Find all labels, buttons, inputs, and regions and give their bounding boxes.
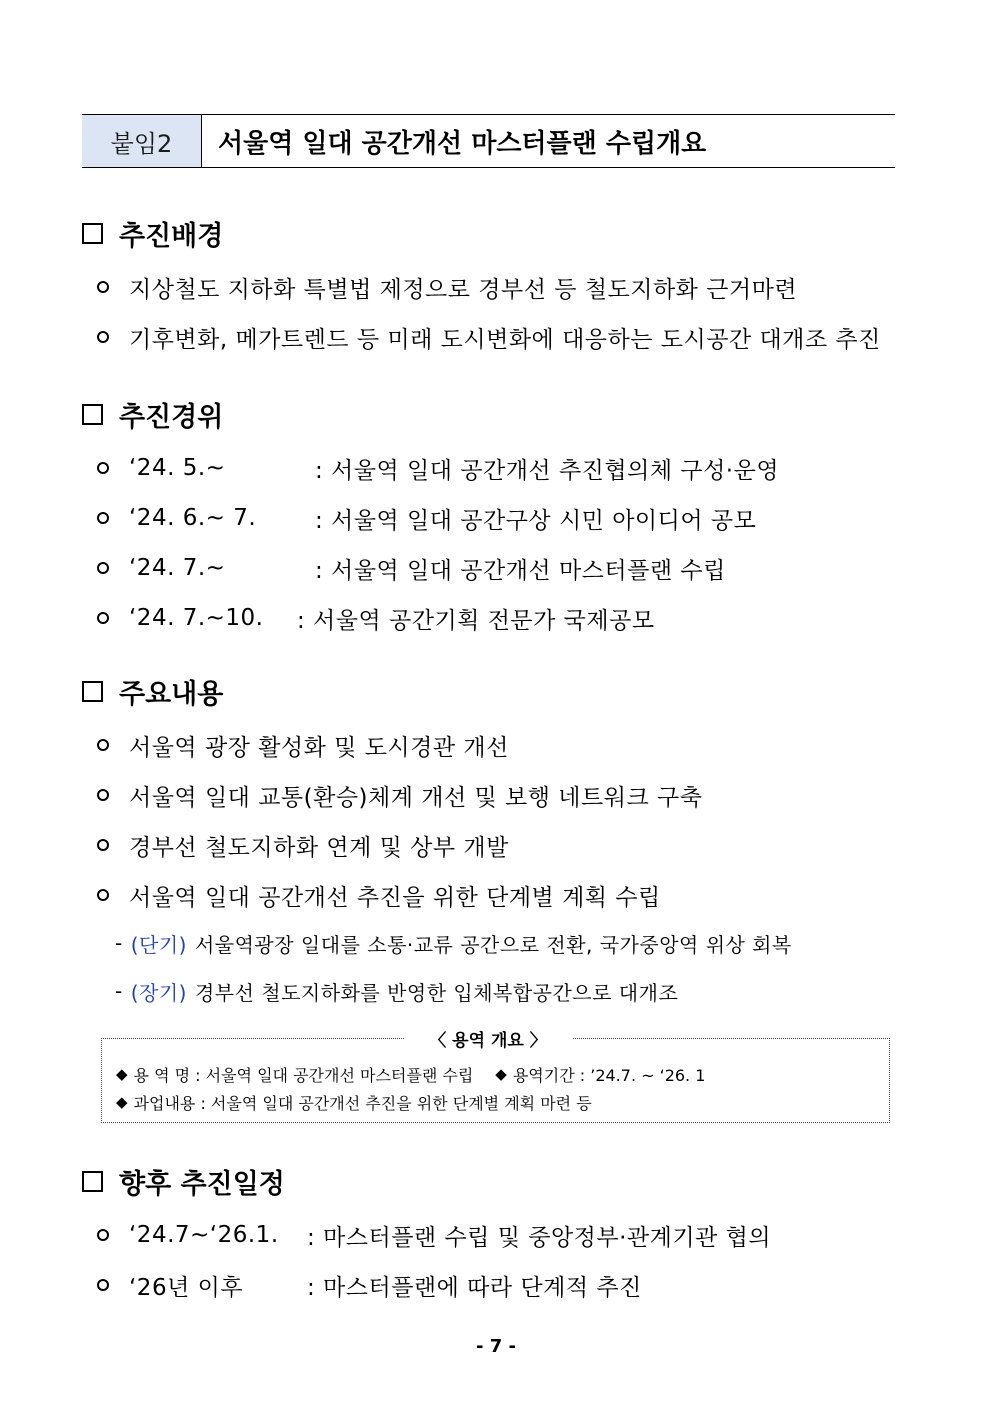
square-bullet-icon [82,1171,103,1192]
history-date: ‘24. 6.~ 7. [129,505,264,531]
document-title: 서울역 일대 공간개선 마스터플랜 수립개요 [218,128,707,159]
circle-bullet-icon [97,281,109,293]
list-item-text: 경부선 철도지하화 연계 및 상부 개발 [129,834,509,861]
circle-bullet-icon [97,789,109,801]
list-item [97,551,726,585]
history-date: ‘24. 7.~10. [129,605,264,631]
schedule-date: ‘26년 이후 [129,1274,275,1301]
list-item-text: 서울역 일대 교통(환승)체계 개선 및 보행 네트워크 구축 [129,784,703,811]
section-heading-history [82,394,223,434]
square-bullet-icon [82,404,103,425]
list-item [97,828,509,862]
section-heading-background [82,213,223,253]
list-item [97,601,655,635]
diamond-bullet-icon: ◆ [495,1065,507,1083]
history-text: : 서울역 일대 공간구상 시민 아이디어 공모 [315,507,757,534]
square-bullet-icon [82,223,103,244]
circle-bullet-icon [97,1279,109,1291]
list-item [97,320,881,354]
list-item [97,778,702,812]
history-text: : 서울역 일대 공간개선 마스터플랜 수립 [315,557,726,584]
long-term-label: (장기) [130,980,187,1005]
service-period: 용역기간 : ’24.7. ~ ‘26. 1 [512,1065,706,1085]
attachment-tag: 붙임2 [82,115,202,167]
service-scope: 과업내용 : 서울역 일대 공간개선 추진을 위한 단계별 계획 마련 등 [133,1093,592,1113]
circle-bullet-icon [97,562,109,574]
history-date: ‘24. 7.~ [129,555,265,581]
square-bullet-icon [82,681,103,702]
list-item [97,270,797,304]
diamond-bullet-icon: ◆ [116,1065,128,1083]
list-item [97,1268,642,1302]
section-title: 향후 추진일정 [119,1168,285,1200]
diamond-bullet-icon: ◆ [116,1093,128,1111]
list-item-text: 서울역 일대 공간개선 추진을 위한 단계별 계획 수립 [129,884,661,911]
section-title: 추진경위 [119,401,224,433]
circle-bullet-icon [97,331,109,343]
schedule-date: ‘24.7~‘26.1. [129,1222,287,1248]
list-item-text: 기후변화, 메가트렌드 등 미래 도시변화에 대응하는 도시공간 대개조 추진 [129,326,881,353]
section-title: 주요내용 [119,678,224,710]
schedule-text: : 마스터플랜 수립 및 중앙정부·관계기관 협의 [307,1224,772,1251]
service-line-1 [116,1062,705,1086]
list-item-text: 서울역 광장 활성화 및 도시경관 개선 [129,734,509,761]
history-date: ‘24. 5.~ [129,455,265,481]
list-item [97,728,509,762]
circle-bullet-icon [97,512,109,524]
history-text: : 서울역 공간기획 전문가 국제공모 [297,607,655,634]
short-term-label: (단기) [130,932,187,957]
list-item [97,501,756,535]
schedule-text: : 마스터플랜에 따라 단계적 추진 [307,1274,642,1301]
list-item [97,451,779,485]
list-item [97,878,661,912]
history-text: : 서울역 일대 공간개선 추진협의체 구성·운영 [315,457,780,484]
sub-item-text: 서울역광장 일대를 소통·교류 공간으로 전환, 국가중앙역 위상 회복 [194,932,792,957]
circle-bullet-icon [97,462,109,474]
list-item [97,1218,771,1252]
service-overview-title: 〈 용역 개요 〉 [404,1028,572,1054]
section-heading-main [82,671,223,711]
circle-bullet-icon [97,839,109,851]
list-item-text: 지상철도 지하화 특별법 제정으로 경부선 등 철도지하화 근거마련 [129,276,798,303]
circle-bullet-icon [97,612,109,624]
page-number: - 7 - [476,1336,516,1357]
circle-bullet-icon [97,1229,109,1241]
sub-item-short-term [115,928,792,958]
sub-item-text: 경부선 철도지하화를 반영한 입체복합공간으로 대개조 [194,980,679,1005]
document-title-bar [82,114,895,168]
section-heading-schedule [82,1161,285,1201]
section-title: 추진배경 [119,220,224,252]
dash: - [115,931,123,955]
sub-item-long-term [115,976,678,1006]
service-name: 용 역 명 : 서울역 일대 공간개선 마스터플랜 수립 [133,1065,474,1085]
dash: - [115,979,123,1003]
circle-bullet-icon [97,739,109,751]
circle-bullet-icon [97,889,109,901]
service-line-2 [116,1090,592,1114]
